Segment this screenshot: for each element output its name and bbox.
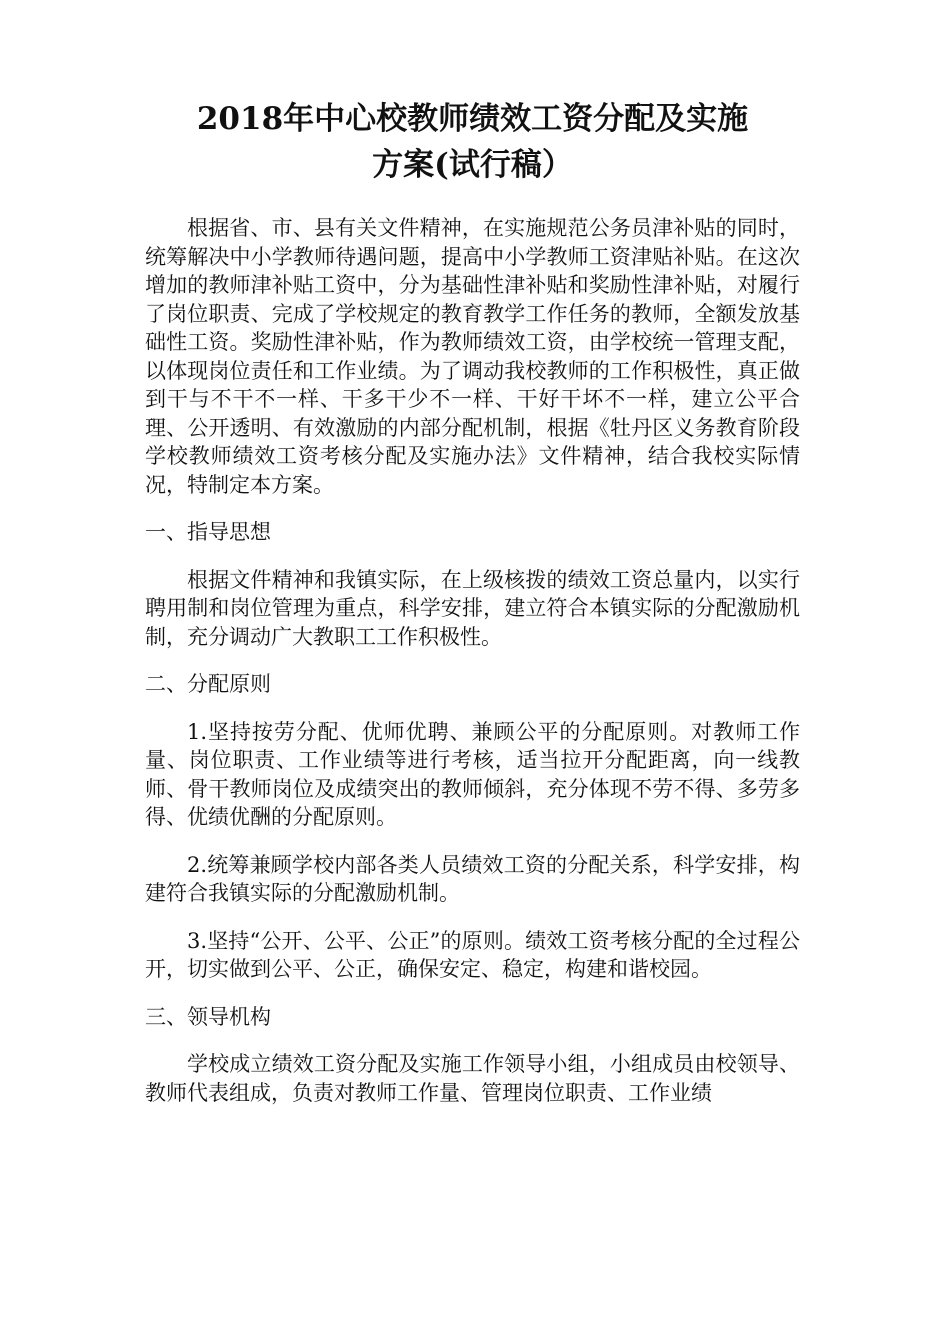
document-title-line-2: 方案(试行稿） [372,147,573,183]
principle-item-2: 2.统筹兼顾学校内部各类人员绩效工资的分配关系，科学安排，构建符合我镇实际的分配激励机制。 [145,852,800,905]
section-heading-distribution-principles: 二、分配原则 [145,672,271,696]
intro-paragraph: 根据省、市、县有关文件精神，在实施规范公务员津补贴的同时，统筹解决中小学教师待遇问题，提高中小学教师工资津贴补贴。在这次增加的教师津补贴工资中，分为基础性津补贴和奖励性津补贴，对履行了岗位职责、完成了学校规定的教育教学工作任务的教师，全额发放基础性工资。奖励性津补贴，作为教师绩效工资，由学校统一管理支配，以体现岗位责任和工作业绩。为了调动我校教师的工作积极性，真正做到干与不干不一样、干多干少不一样、干好干坏不一样，建立公平合理、公开透明、有效激励的内部分配机制，根据《牡丹区义务教育阶段学校教师绩效工资考核分配及实施办法》文件精神，结合我校实际情况，特制定本方案。 [145,216,800,497]
principle-item-1: 1.坚持按劳分配、优师优聘、兼顾公平的分配原则。对教师工作量、岗位职责、工作业绩等进行考核，适当拉开分配距离，向一线教师、骨干教师岗位及成绩突出的教师倾斜，充分体现不劳不得、多劳多得、优绩优酬的分配原则。 [145,719,800,829]
section-body-leadership: 学校成立绩效工资分配及实施工作领导小组，小组成员由校领导、教师代表组成，负责对教师工作量、管理岗位职责、工作业绩 [145,1052,800,1105]
section-body-guiding-ideology: 根据文件精神和我镇实际，在上级核拨的绩效工资总量内，以实行聘用制和岗位管理为重点，科学安排，建立符合本镇实际的分配激励机制，充分调动广大教职工工作积极性。 [145,567,800,649]
document-title-line-1: 2018年中心校教师绩效工资分配及实施 [196,101,749,137]
document-page [145,96,800,1126]
principle-item-3: 3.坚持“公开、公平、公正”的原则。绩效工资考核分配的全过程公开，切实做到公平、公正，确保安定、稳定，构建和谐校园。 [145,928,800,981]
section-heading-leadership: 三、领导机构 [145,1004,271,1029]
section-heading-guiding-ideology: 一、指导思想 [145,520,271,544]
